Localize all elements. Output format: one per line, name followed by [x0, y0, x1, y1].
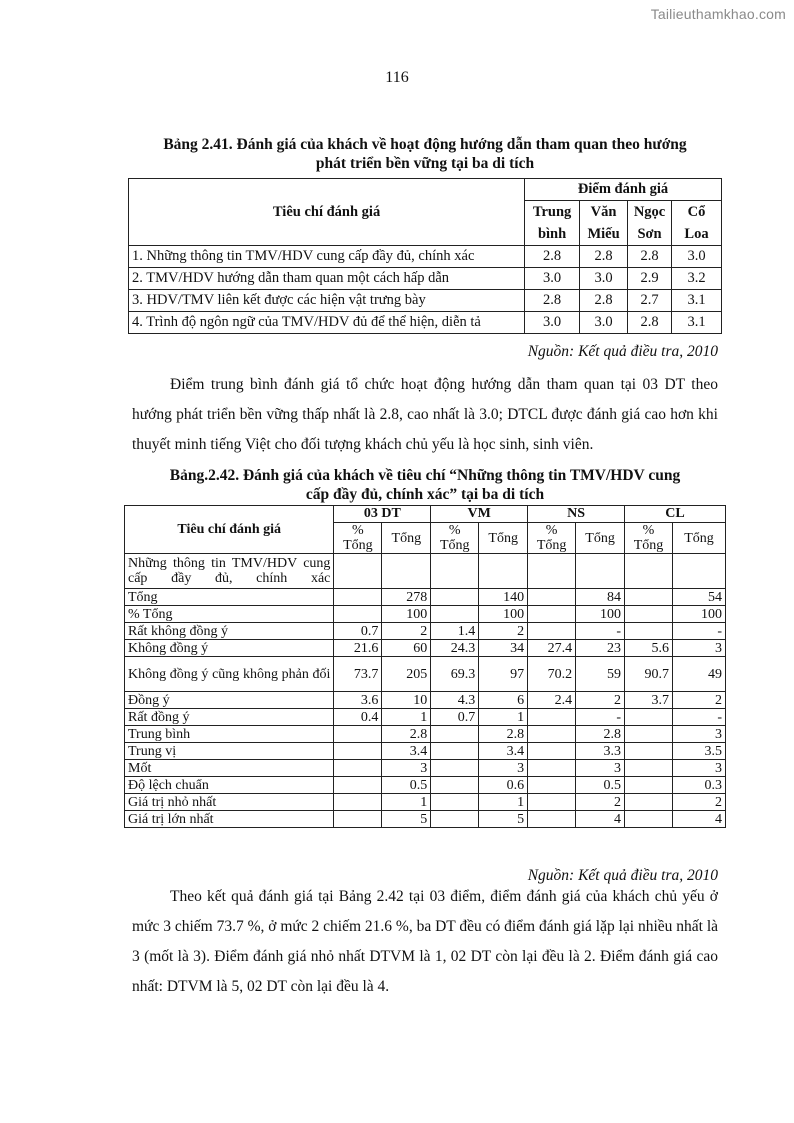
table2-cell: 2.8 — [479, 726, 528, 743]
table2-cell — [625, 726, 673, 743]
table2-cell: 3.4 — [382, 743, 431, 760]
table2-cell: 0.4 — [334, 709, 382, 726]
table2-cell: 1 — [479, 709, 528, 726]
table1-cell: 3.1 — [672, 290, 722, 312]
table2-cell: 2 — [672, 692, 725, 709]
table2-group-row — [125, 506, 726, 523]
table1-cell: 2.8 — [628, 312, 672, 334]
table2-row-label: Không đồng ý cũng không phản đối — [125, 657, 334, 692]
table2-cell: 1 — [382, 709, 431, 726]
table2-cell — [528, 794, 576, 811]
table2-cell — [431, 794, 479, 811]
table2-cell — [528, 743, 576, 760]
table1-header-row — [129, 179, 722, 201]
table2-cell — [431, 606, 479, 623]
table2-row-label: Độ lệch chuẩn — [125, 777, 334, 794]
table1-cell: 2.8 — [580, 290, 628, 312]
table2-cell: 90.7 — [625, 657, 673, 692]
table2-cell — [625, 709, 673, 726]
table2-cell — [334, 760, 382, 777]
table2-cell: 24.3 — [431, 640, 479, 657]
table2-cell: 21.6 — [334, 640, 382, 657]
table1-row — [129, 268, 722, 290]
table2-caption — [124, 466, 726, 504]
table2-cell — [431, 760, 479, 777]
table2-cell: 3.5 — [672, 743, 725, 760]
table2-group-header: 03 DT — [334, 506, 431, 523]
table2-cell — [528, 760, 576, 777]
table2-row-label: Giá trị nhỏ nhất — [125, 794, 334, 811]
table2-cell — [625, 777, 673, 794]
table2-cell: 97 — [479, 657, 528, 692]
table2-cell: 23 — [576, 640, 625, 657]
table1-row — [129, 290, 722, 312]
table2-cell: 10 — [382, 692, 431, 709]
table2-row-label: Giá trị lớn nhất — [125, 811, 334, 828]
table2-cell: 5 — [382, 811, 431, 828]
table1-cell: 2.8 — [628, 246, 672, 268]
table2-cell: 3 — [672, 640, 725, 657]
table1 — [128, 178, 722, 334]
table2-cell: 1 — [382, 794, 431, 811]
table2-caption-line1: Bảng.2.42. Đánh giá của khách về tiêu chí “Những thông tin TMV/HDV cung — [169, 467, 681, 484]
table2-cell: 49 — [672, 657, 725, 692]
table1-caption — [128, 135, 722, 173]
table2-group-header: NS — [528, 506, 625, 523]
table2-sub-total: Tổng — [576, 523, 625, 554]
table1-cell: 3.0 — [580, 312, 628, 334]
table2-sub-total: Tổng — [382, 523, 431, 554]
table1-cell: 2.9 — [628, 268, 672, 290]
table2-cell — [334, 554, 382, 589]
table2-cell — [334, 726, 382, 743]
table2-sub-total: Tổng — [672, 523, 725, 554]
table2-cell: 73.7 — [334, 657, 382, 692]
table1-caption-line1: Bảng 2.41. Đánh giá của khách về hoạt động hướng dẫn tham quan theo hướng — [163, 136, 687, 153]
table2-cell: 205 — [382, 657, 431, 692]
table1-source: Nguồn: Kết quả điều tra, 2010 — [527, 343, 718, 360]
table2-row — [125, 726, 726, 743]
table2-cell: 100 — [479, 606, 528, 623]
paragraph-1: Điểm trung bình đánh giá tổ chức hoạt động hướng dẫn tham quan tại 03 DT theo hướng phát triển bền vững thấp nhất là 2.8, cao nhất là 3.0; DTCL được đánh giá cao hơn khi thuyết minh tiếng Việt cho đối tượng khách chủ yếu là học sinh, sinh viên. — [132, 376, 718, 453]
table2-cell: 2 — [382, 623, 431, 640]
table2-cell — [528, 606, 576, 623]
table2-cell: 0.5 — [576, 777, 625, 794]
table2-sub-total: Tổng — [479, 523, 528, 554]
page-number: 116 — [385, 69, 409, 86]
table2-cell: 278 — [382, 589, 431, 606]
watermark: Tailieuthamkhao.com — [650, 6, 786, 22]
table2-cell — [528, 589, 576, 606]
table2-cell — [334, 794, 382, 811]
table2-cell: 3.7 — [625, 692, 673, 709]
table2-row — [125, 777, 726, 794]
table1-col-header: Ngọc Sơn — [628, 201, 672, 246]
table2-criteria-header: Tiêu chí đánh giá — [125, 506, 334, 554]
table2-cell — [576, 554, 625, 589]
table2-cell — [625, 760, 673, 777]
table2-row — [125, 709, 726, 726]
table2-row-label: Trung bình — [125, 726, 334, 743]
table2-cell: 27.4 — [528, 640, 576, 657]
table2-cell — [528, 709, 576, 726]
table1-col-header: Văn Miếu — [580, 201, 628, 246]
table2-cell: 2.4 — [528, 692, 576, 709]
table2-cell: 70.2 — [528, 657, 576, 692]
table2-cell: 0.3 — [672, 777, 725, 794]
table2-row — [125, 623, 726, 640]
table2-sub-pct: % Tổng — [625, 523, 673, 554]
table2-cell: 3 — [576, 760, 625, 777]
table2-cell: 0.6 — [479, 777, 528, 794]
table2-cell: 2 — [479, 623, 528, 640]
table2-cell — [625, 589, 673, 606]
table2-row — [125, 606, 726, 623]
table2-cell — [334, 811, 382, 828]
table2-cell: 4 — [672, 811, 725, 828]
table2-cell — [625, 623, 673, 640]
table1-cell: 3.1 — [672, 312, 722, 334]
table2-cell — [431, 811, 479, 828]
table2-cell — [528, 554, 576, 589]
table2-cell — [528, 623, 576, 640]
table2-cell — [334, 606, 382, 623]
table2-source: Nguồn: Kết quả điều tra, 2010 — [527, 867, 718, 884]
table2-cell — [431, 554, 479, 589]
table2-row — [125, 760, 726, 777]
table2-sub-pct: % Tổng — [334, 523, 382, 554]
table2-row — [125, 657, 726, 692]
table2-cell: 4.3 — [431, 692, 479, 709]
table2-cell — [625, 811, 673, 828]
table2-cell — [334, 743, 382, 760]
table2-row — [125, 743, 726, 760]
table2-row — [125, 640, 726, 657]
table1-col-header: Trung bình — [525, 201, 580, 246]
table2-group-header: VM — [431, 506, 528, 523]
table2-row — [125, 811, 726, 828]
table2-cell — [334, 589, 382, 606]
table2-sub-pct: % Tổng — [528, 523, 576, 554]
table1-row-label: 3. HDV/TMV liên kết được các hiện vật trưng bày — [129, 290, 525, 312]
table2-cell — [431, 743, 479, 760]
table2-row — [125, 794, 726, 811]
table1-row-label: 2. TMV/HDV hướng dẫn tham quan một cách hấp dẫn — [129, 268, 525, 290]
table2-row-label: Rất không đồng ý — [125, 623, 334, 640]
table2-cell: - — [672, 623, 725, 640]
table1-cell: 3.0 — [525, 312, 580, 334]
table2-cell — [431, 589, 479, 606]
table2-cell: 2.8 — [382, 726, 431, 743]
table2-cell — [431, 777, 479, 794]
table2-row-label: Rất đồng ý — [125, 709, 334, 726]
table2-cell: 3 — [382, 760, 431, 777]
table1-row — [129, 246, 722, 268]
table2-cell: 3.4 — [479, 743, 528, 760]
table2-cell: 2 — [576, 794, 625, 811]
table1-cell: 2.8 — [580, 246, 628, 268]
table2-row — [125, 692, 726, 709]
table1-caption-line2: phát triển bền vững tại ba di tích — [315, 155, 535, 172]
table2-cell — [334, 777, 382, 794]
table2-cell — [479, 554, 528, 589]
table2-cell: 2 — [672, 794, 725, 811]
table2-cell: - — [576, 709, 625, 726]
table2-row — [125, 554, 726, 589]
table1-col-header: Cổ Loa — [672, 201, 722, 246]
table2-row — [125, 589, 726, 606]
table2-cell: 100 — [672, 606, 725, 623]
table2-cell: 60 — [382, 640, 431, 657]
table1-cell: 2.8 — [525, 246, 580, 268]
table2-cell — [672, 554, 725, 589]
table2-cell: 5 — [479, 811, 528, 828]
table2-cell: 1 — [479, 794, 528, 811]
table2-cell — [625, 606, 673, 623]
table2 — [124, 505, 726, 828]
table1-criteria-header: Tiêu chí đánh giá — [129, 179, 525, 246]
table2-row-label: Trung vị — [125, 743, 334, 760]
table1-row-label: 4. Trình độ ngôn ngữ của TMV/HDV đủ để thể hiện, diễn tả — [129, 312, 525, 334]
table2-cell: 3 — [672, 726, 725, 743]
table2-cell: 0.7 — [431, 709, 479, 726]
table2-cell — [625, 743, 673, 760]
table2-row-label: Mốt — [125, 760, 334, 777]
table1-cell: 3.2 — [672, 268, 722, 290]
table1-cell: 3.0 — [580, 268, 628, 290]
table2-cell — [528, 726, 576, 743]
table1-row-label: 1. Những thông tin TMV/HDV cung cấp đầy đủ, chính xác — [129, 246, 525, 268]
table2-cell: 0.7 — [334, 623, 382, 640]
table2-cell — [625, 554, 673, 589]
table2-cell — [625, 794, 673, 811]
paragraph-2: Theo kết quả đánh giá tại Bảng 2.42 tại 03 điểm, điểm đánh giá của khách chủ yếu ở mức 3 chiếm 73.7 %, ở mức 2 chiếm 21.6 %, ba DT đều có điểm đánh giá lặp lại nhiều nhất là 3 (mốt là 3). Điểm đánh giá nhỏ nhất DTVM là 1, 02 DT còn lại đều là 2. Điểm đánh giá cao nhất: DTVM là 5, 02 DT còn lại đều là 4. — [132, 888, 719, 995]
table2-cell: 3.6 — [334, 692, 382, 709]
table2-cell: 100 — [576, 606, 625, 623]
table1-cell: 2.7 — [628, 290, 672, 312]
table2-cell — [382, 554, 431, 589]
table2-sub-pct: % Tổng — [431, 523, 479, 554]
table1-cell: 3.0 — [672, 246, 722, 268]
table2-cell: - — [672, 709, 725, 726]
table2-cell: 100 — [382, 606, 431, 623]
table2-cell: 0.5 — [382, 777, 431, 794]
table1-score-header: Điểm đánh giá — [525, 179, 722, 201]
table1-cell: 3.0 — [525, 268, 580, 290]
table2-row-label: % Tổng — [125, 606, 334, 623]
table2-cell: 69.3 — [431, 657, 479, 692]
table2-cell: 140 — [479, 589, 528, 606]
table2-row-label: Đồng ý — [125, 692, 334, 709]
table2-cell: 3 — [479, 760, 528, 777]
table2-cell: 2.8 — [576, 726, 625, 743]
table2-cell: 3.3 — [576, 743, 625, 760]
table2-cell: 59 — [576, 657, 625, 692]
table2-cell: 34 — [479, 640, 528, 657]
table2-row-label: Tổng — [125, 589, 334, 606]
table2-cell: 1.4 — [431, 623, 479, 640]
table2-cell: 4 — [576, 811, 625, 828]
table2-row-label: Không đồng ý — [125, 640, 334, 657]
table2-cell: 3 — [672, 760, 725, 777]
table2-group-header: CL — [625, 506, 726, 523]
table2-cell — [528, 811, 576, 828]
table2-cell: 2 — [576, 692, 625, 709]
table2-cell: 6 — [479, 692, 528, 709]
table2-caption-line2: cấp đầy đủ, chính xác” tại ba di tích — [305, 486, 545, 503]
table2-cell — [528, 777, 576, 794]
table1-row — [129, 312, 722, 334]
table2-row-label: Những thông tin TMV/HDV cung cấp đầy đủ, chính xác — [125, 554, 334, 589]
table2-cell: 5.6 — [625, 640, 673, 657]
table2-cell: 54 — [672, 589, 725, 606]
table1-cell: 2.8 — [525, 290, 580, 312]
table2-cell — [431, 726, 479, 743]
table2-cell: - — [576, 623, 625, 640]
table2-cell: 84 — [576, 589, 625, 606]
